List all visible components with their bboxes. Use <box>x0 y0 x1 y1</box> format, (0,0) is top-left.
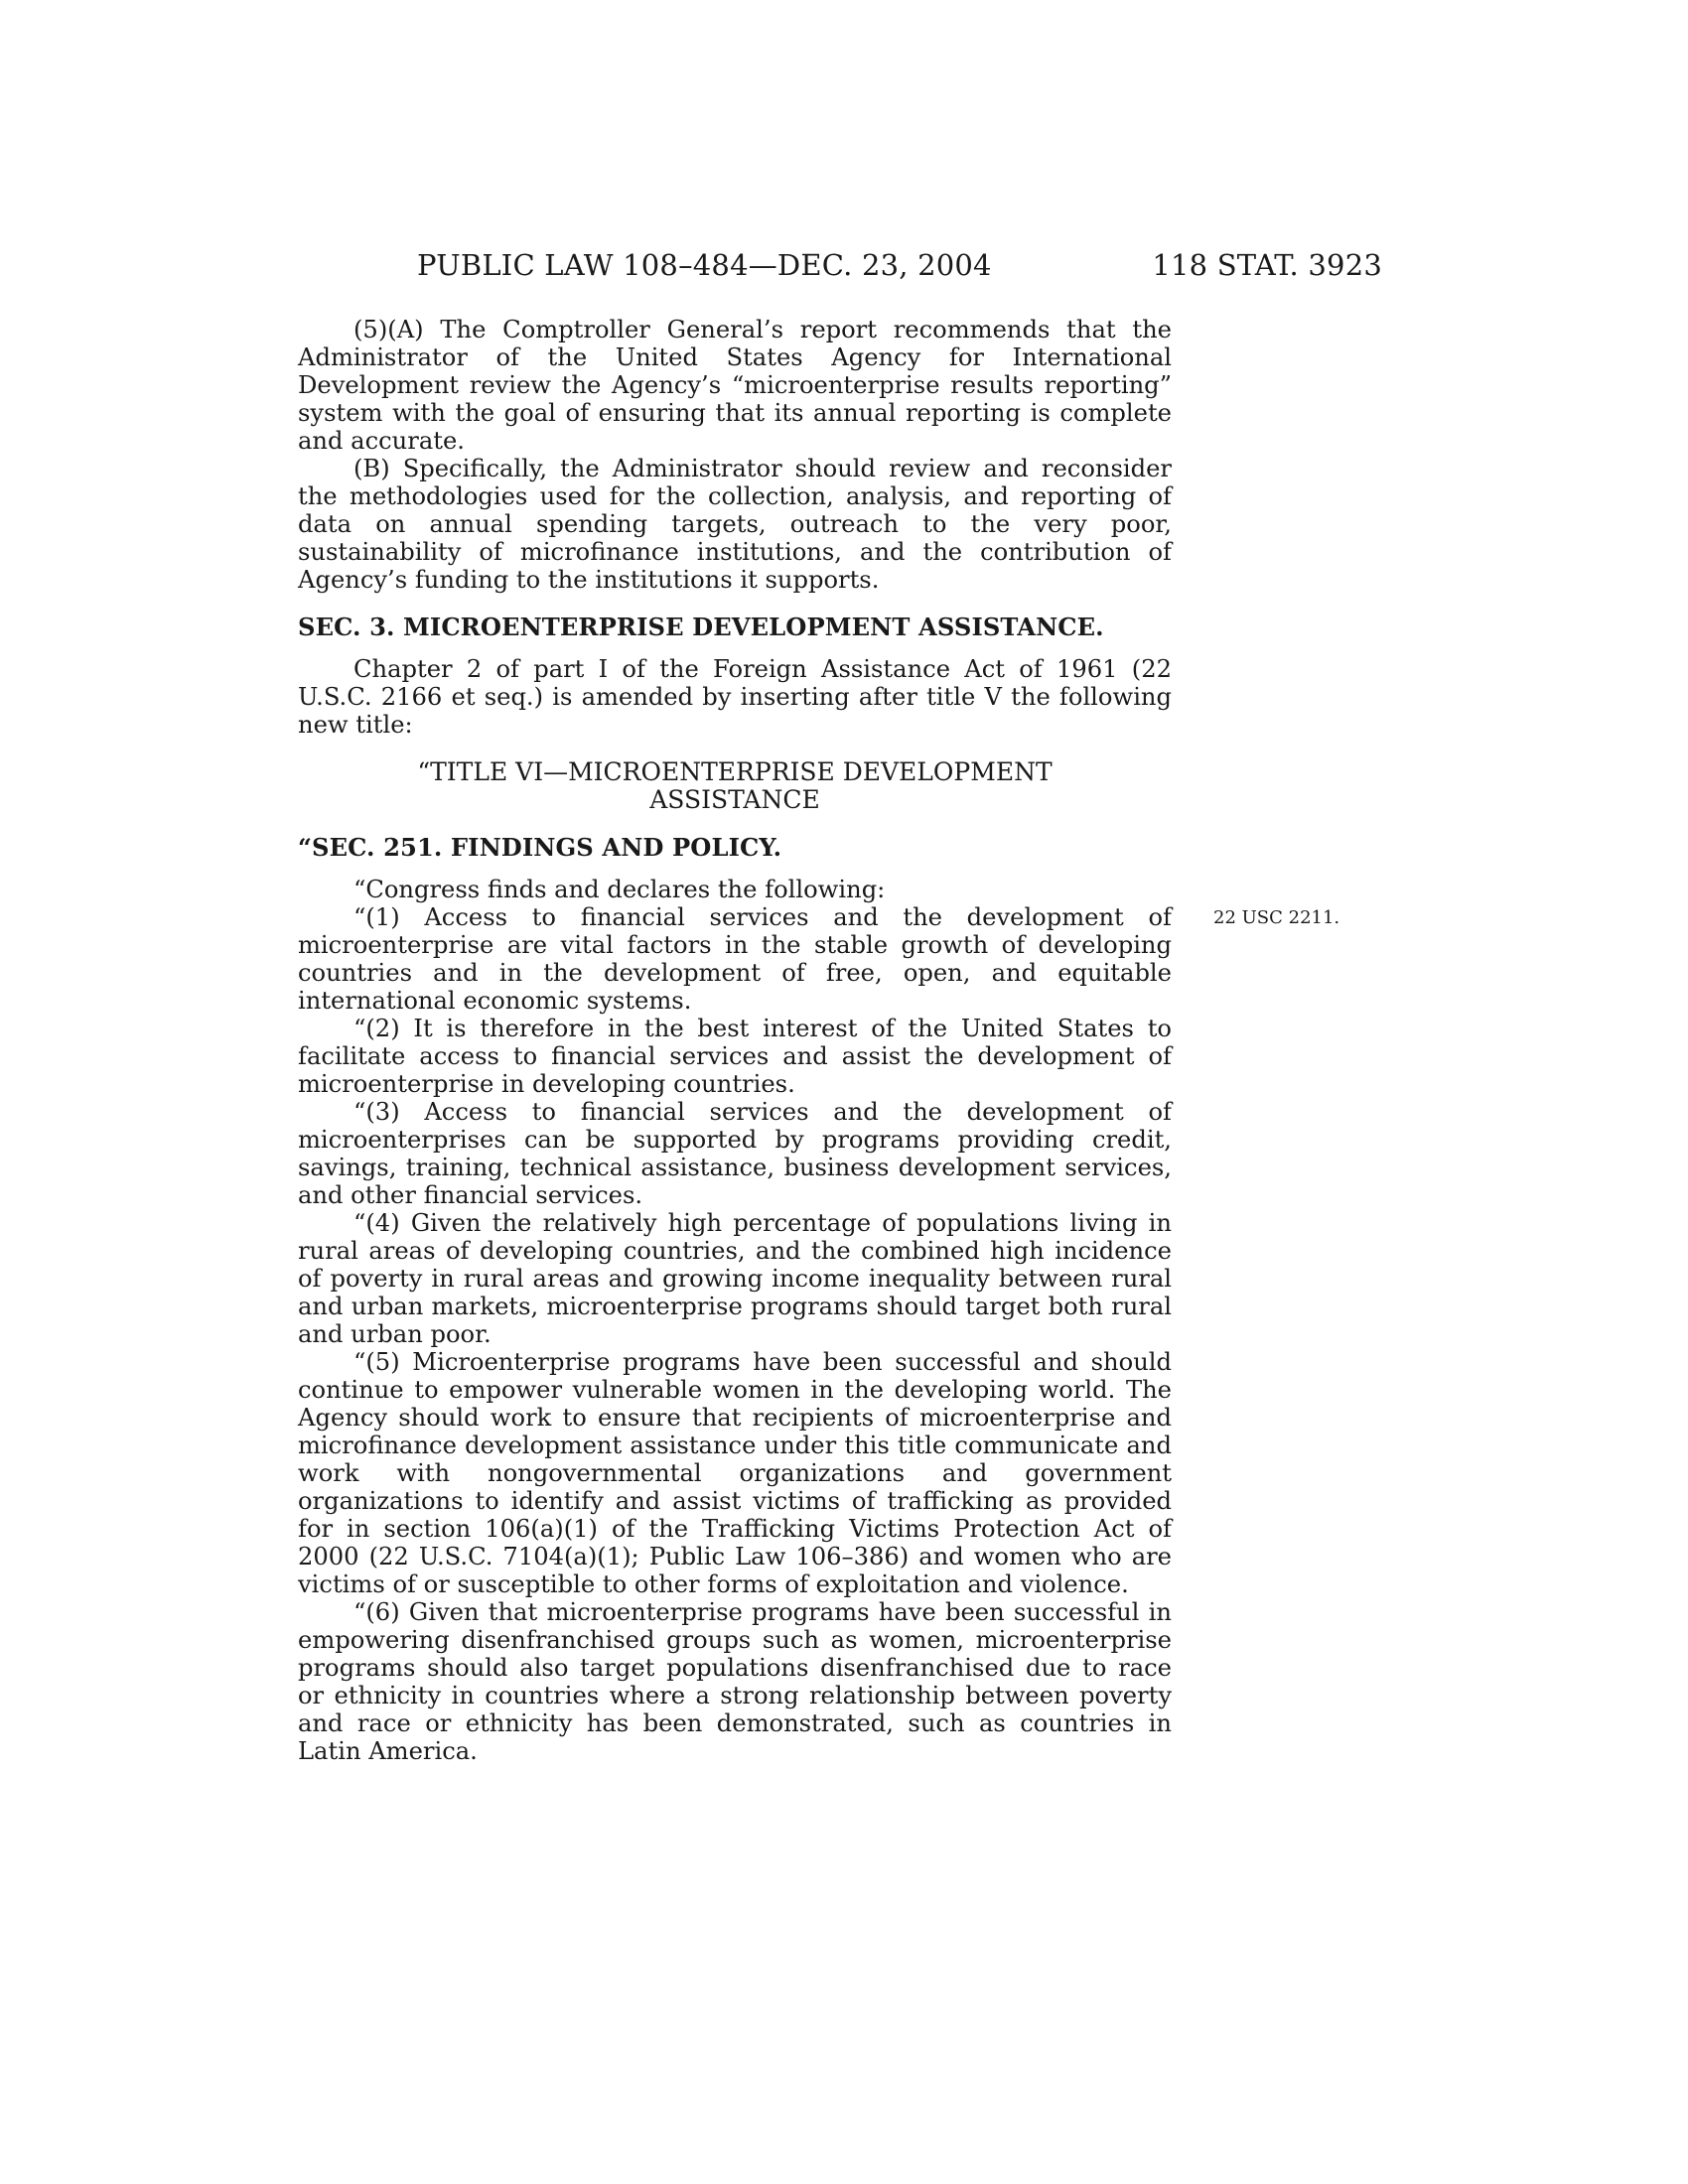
title-line-2: ASSISTANCE <box>649 785 820 814</box>
stat-page-number: 118 STAT. 3923 <box>1152 248 1382 282</box>
sec-3-text: Chapter 2 of part I of the Foreign Assistance Act of 1961 (22 U.S.C. 2166 et seq.) is amended by inserting after title V the following new title: <box>298 655 1172 739</box>
running-head: PUBLIC LAW 108–484—DEC. 23, 2004 <box>417 248 992 282</box>
margin-citation: 22 USC 2211. <box>1213 907 1340 928</box>
finding-2: “(2) It is therefore in the best interest of the United States to facilitate access to financial services and assist the development of microenterprise in developing countries. <box>298 1015 1172 1098</box>
sec-3-heading: SEC. 3. MICROENTERPRISE DEVELOPMENT ASSISTANCE. <box>298 613 1104 641</box>
paragraph-5b: (B) Specifically, the Administrator should review and reconsider the methodologies used for the collection, analysis, and reporting of data on annual spending targets, outreach to the very poor, sustainability of microfinance institutions, and the contribution of Agency’s funding to the institutions it supports. <box>298 455 1172 594</box>
body-text <box>298 316 1172 1765</box>
finding-1: “(1) Access to financial services and the development of microenterprise are vital factors in the stable growth of developing countries and in the development of free, open, and equitable international economic systems. <box>298 903 1172 1015</box>
finding-5: “(5) Microenterprise programs have been successful and should continue to empower vulnerable women in the developing world. The Agency should work to ensure that recipients of microenterprise and microfinance development assistance under this title communicate and work with nongovernmental organizations and government organizations to identify and assist victims of trafficking as provided for in section 106(a)(1) of the Trafficking Victims Protection Act of 2000 (22 U.S.C. 7104(a)(1); Public Law 106–386) and women who are victims of or susceptible to other forms of exploitation and violence. <box>298 1348 1172 1598</box>
title-heading <box>298 758 1172 814</box>
paragraph-5a: (5)(A) The Comptroller General’s report recommends that the Administrator of the United States Agency for International Development review the Agency’s “microenterprise results reporting” system with the goal of ensuring that its annual reporting is complete and accurate. <box>298 316 1172 455</box>
finding-4: “(4) Given the relatively high percentage of populations living in rural areas of developing countries, and the combined high incidence of poverty in rural areas and growing income inequality between rural and urban markets, microenterprise programs should target both rural and urban poor. <box>298 1209 1172 1348</box>
finding-6: “(6) Given that microenterprise programs have been successful in empowering disenfranchised groups such as women, microenterprise programs should also target populations disenfranchised due to race or ethnicity in countries where a strong relationship between poverty and race or ethnicity has been demonstrated, such as countries in Latin America. <box>298 1598 1172 1765</box>
title-line-1: “TITLE VI—MICROENTERPRISE DEVELOPMENT <box>417 757 1053 786</box>
finding-3: “(3) Access to financial services and the development of microenterprises can be supported by programs providing credit, savings, training, technical assistance, business development services, and other financial services. <box>298 1098 1172 1209</box>
sec-251-intro: “Congress finds and declares the following: <box>353 876 886 903</box>
sec-251-heading: “SEC. 251. FINDINGS AND POLICY. <box>298 833 782 862</box>
page-header <box>417 248 1382 288</box>
